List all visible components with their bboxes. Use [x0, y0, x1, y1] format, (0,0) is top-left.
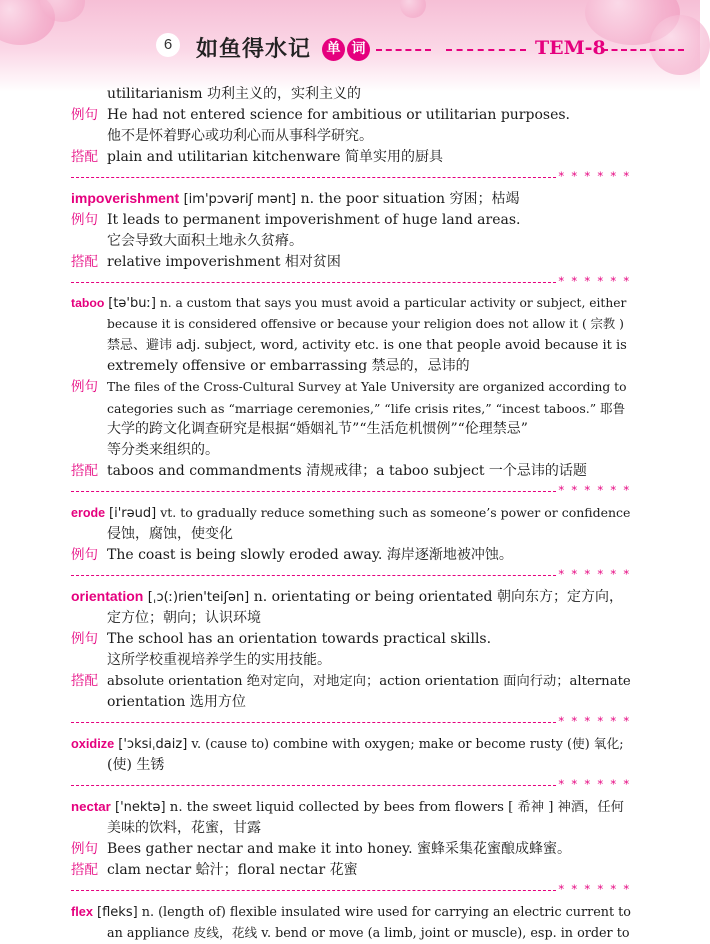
headword: impoverishment [71, 190, 180, 206]
section-char-1: 单 [322, 38, 345, 61]
separator-stars: * * * * * * [558, 170, 631, 183]
entry-flex [71, 901, 631, 923]
entry-nectar [71, 796, 631, 818]
collocation-label: 搭配 [71, 149, 98, 165]
entry-impoverishment [71, 188, 631, 210]
entry-separator [71, 274, 631, 291]
definition-continued: extremely offensive or embarrassing 禁忌的，忌讳的 [107, 358, 470, 374]
example-label: 例句 [71, 107, 98, 123]
separator-stars: * * * * * * [558, 275, 631, 288]
phonetic: [i'rəud] [109, 506, 157, 521]
entry-taboo [71, 293, 631, 314]
definition: v. (cause to) combine with oxygen; make or become rusty (使) 氧化; [191, 737, 624, 752]
collocation-text: clam nectar 蛤汁；floral nectar 花蜜 [107, 862, 358, 878]
example-translation: 等分类来组织的。 [107, 442, 219, 458]
entry-separator [71, 777, 631, 794]
definition: vt. to gradually reduce something such as someone’s power or confidence [160, 505, 631, 520]
collocation-label: 搭配 [71, 254, 98, 270]
header-dash-right [602, 49, 684, 51]
separator-stars: * * * * * * [558, 484, 631, 497]
collocation-text: relative impoverishment 相对贫困 [107, 254, 341, 270]
entry-oxidize [71, 733, 631, 755]
definition-continued: (使) 生锈 [107, 757, 165, 773]
example-sentence: He had not entered science for ambitious or utilitarian purposes. [107, 107, 570, 123]
entry-list [71, 84, 631, 944]
headword: oxidize [71, 736, 115, 751]
section-char-2: 词 [347, 38, 370, 61]
entry-separator [71, 567, 631, 584]
example-continued: categories such as “marriage ceremonies,” “life crisis rites,” “incest taboos.” 耶鲁 [107, 401, 626, 416]
separator-stars: * * * * * * [558, 568, 631, 581]
example-sentence: The coast is being slowly eroded away. 海岸逐渐地被冲蚀。 [107, 547, 513, 563]
decor-bubble [400, 0, 426, 18]
phonetic: [fleks] [97, 905, 138, 920]
example-line [71, 210, 631, 231]
decor-bubble [650, 15, 710, 75]
definition: n. the sweet liquid collected by bees from flowers [ 希神 ] 神酒，任何 [169, 800, 624, 815]
entry-orientation [71, 586, 631, 608]
page-number: 6 [156, 33, 180, 57]
example-line [71, 377, 631, 398]
collocation-text: plain and utilitarian kitchenware 简单实用的厨具 [107, 149, 444, 165]
separator-stars: * * * * * * [558, 715, 631, 728]
collocation-label: 搭配 [71, 862, 98, 878]
collocation-line [71, 671, 631, 692]
collocation-label: 搭配 [71, 673, 98, 689]
phonetic: [im'pɔvəriʃ mənt] [183, 192, 297, 207]
collocation-line [71, 252, 631, 273]
definition: n. (length of) flexible insulated wire used for carrying an electric current to [141, 905, 631, 920]
example-sentence: Bees gather nectar and make it into honey. 蜜蜂采集花蜜酿成蜂蜜。 [107, 841, 571, 857]
example-line [71, 105, 631, 126]
example-translation: 它会导致大面积土地永久贫瘠。 [107, 233, 303, 249]
definition-continued: because it is considered offensive or because your religion does not allow it ( 宗教 ) [107, 317, 624, 331]
example-sentence: The school has an orientation towards practical skills. [107, 631, 492, 647]
book-title: 如鱼得水记 [196, 37, 312, 62]
example-label: 例句 [71, 841, 98, 857]
collocation-label: 搭配 [71, 463, 98, 479]
example-line [71, 839, 631, 860]
separator-stars: * * * * * * [558, 778, 631, 791]
example-translation: 他不是怀着野心或功利心而从事科学研究。 [107, 128, 373, 144]
headword: orientation [71, 588, 144, 604]
phonetic: ['ɔksiˌdaiz] [118, 737, 188, 752]
definition-continued: 禁忌、避讳 adj. subject, word, activity etc. is one that people avoid because it is [107, 338, 627, 353]
definition: n. the poor situation 穷困；枯竭 [300, 191, 520, 207]
example-sentence: The files of the Cross-Cultural Survey at Yale University are organized according to [107, 380, 627, 394]
definition-continued: 定方位；朝向；认识环境 [107, 610, 261, 626]
entry-text-line: utilitarianism 功利主义的，实利主义的 [107, 86, 361, 102]
example-line [71, 629, 631, 650]
collocation-continued: orientation 选用方位 [107, 694, 246, 710]
headword: nectar [71, 799, 111, 814]
example-label: 例句 [71, 379, 98, 395]
phonetic: ['nektə] [115, 800, 166, 815]
example-translation: 大学的跨文化调查研究是根据“婚姻礼节”“生活危机惯例”“伦理禁忌” [107, 421, 528, 437]
entry-separator [71, 483, 631, 500]
series-label: TEM-8 [535, 37, 606, 59]
headword: erode [71, 506, 106, 520]
phonetic: [ˌɔ(ː)rien'teiʃən] [147, 590, 250, 605]
definition: n. orientating or being orientated 朝向东方；定方向， [253, 589, 623, 605]
separator-stars: * * * * * * [558, 883, 631, 896]
header-dash-left [376, 49, 431, 51]
headword: flex [71, 904, 93, 919]
page-header [0, 0, 700, 92]
collocation-line [71, 147, 631, 168]
example-line [71, 545, 631, 566]
definition-continued: 美味的饮料，花蜜，甘露 [107, 820, 261, 836]
collocation-line [71, 461, 631, 482]
example-label: 例句 [71, 212, 98, 228]
example-label: 例句 [71, 547, 98, 563]
collocation-line [71, 860, 631, 881]
collocation-text: taboos and commandments 清规戒律；a taboo subject 一个忌讳的话题 [107, 463, 587, 479]
headword: taboo [71, 296, 105, 310]
example-label: 例句 [71, 631, 98, 647]
definition-continued: 侵蚀，腐蚀，使变化 [107, 526, 233, 542]
phonetic: [tə'buː] [108, 296, 156, 311]
entry-separator [71, 169, 631, 186]
definition: n. a custom that says you must avoid a particular activity or subject, either [159, 296, 627, 310]
example-translation: 这所学校重视培养学生的实用技能。 [107, 652, 331, 668]
entry-erode [71, 502, 631, 524]
collocation-text: absolute orientation 绝对定向，对地定向；action orientation 面向行动；alternate [107, 674, 631, 689]
header-dash-mid [446, 49, 526, 51]
example-sentence: It leads to permanent impoverishment of huge land areas. [107, 212, 521, 228]
entry-separator [71, 882, 631, 899]
entry-separator [71, 714, 631, 731]
definition-continued: an appliance 皮线，花线 v. bend or move (a limb, joint or muscle), esp. in order to [107, 926, 630, 941]
